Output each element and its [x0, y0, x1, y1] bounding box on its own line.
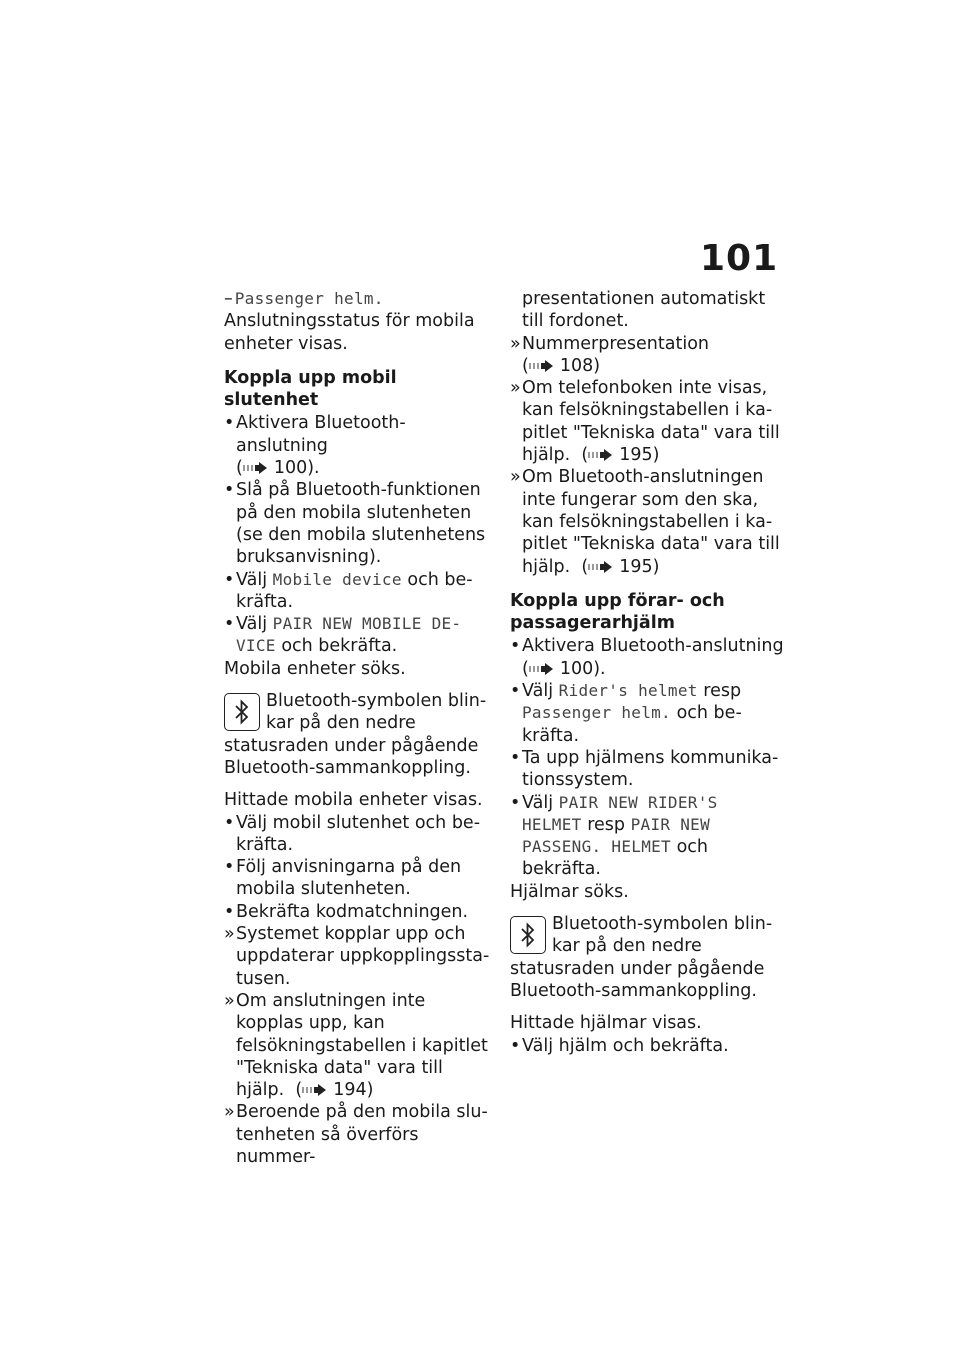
- result-bluetooth-malfunction: » Om Bluetooth-anslutningen inte fungerar som den ska, kan felsökningstabellen i kapitlet "Tekniska data" vara till hjälp. ( 195): [510, 467, 780, 577]
- menu-option-pair-new-riders-helmet: PAIR NEW RIDER'S HELMET: [522, 792, 718, 834]
- step-select-mobile-device: • Välj Mobile device och bekräfta.: [224, 569, 473, 612]
- menu-option-passenger-helm: Passenger helm.: [522, 703, 671, 723]
- menu-option-passenger-helm: Passenger helm.: [234, 289, 384, 308]
- result-number-transfer: » Beroende på den mobila slutenheten så överförs nummer-: [224, 1102, 488, 1167]
- step-select-helmet-type: • Välj Rider's helmet resp Passenger helm. och bekräfta.: [510, 681, 742, 746]
- left-column: [224, 288, 492, 1168]
- page-reference-arrow-icon: [529, 360, 555, 372]
- step-pair-new-helmet: • Välj PAIR NEW RIDER'S HELMET resp PAIR NEW PASSENG. HELMET och bekräfta.: [510, 792, 718, 880]
- bluetooth-icon: [224, 693, 260, 731]
- right-column: [510, 288, 785, 1057]
- bluetooth-icon: [510, 916, 546, 954]
- found-mobile-text: Hittade mobila enheter visas.: [224, 790, 483, 811]
- page-reference[interactable]: 108): [559, 355, 601, 376]
- page-reference[interactable]: 194): [333, 1080, 374, 1101]
- step-helmet-comm-system: • Ta upp hjälmens kommunikationssystem.: [510, 747, 779, 791]
- menu-option-pair-new-mobile-device: PAIR NEW MOBILE DE-VICE: [236, 614, 462, 656]
- found-helmets-text: Hittade hjälmar visas.: [510, 1013, 702, 1034]
- result-system-connects: » Systemet kopplar upp och uppdaterar uppkopplingsstatusen.: [224, 924, 490, 989]
- page-reference-arrow-icon: [243, 462, 269, 474]
- page-reference-arrow-icon: [588, 449, 614, 461]
- step-select-helmet-confirm: • Välj hjälm och bekräfta.: [510, 1035, 729, 1056]
- step-enable-bluetooth-device: • Slå på Bluetooth-funktionen på den mobila slutenheten (se den mobila slutenhetens bruksanvisning).: [224, 480, 486, 568]
- page-reference[interactable]: 100).: [559, 658, 606, 679]
- connection-status-text: Anslutningsstatus för mobila enheter visas.: [224, 311, 475, 354]
- step-activate-bluetooth: • Aktivera Bluetooth-anslutning ( 100).: [224, 413, 406, 479]
- step-follow-instructions: • Följ anvisningarna på den mobila slutenheten.: [224, 857, 462, 900]
- step-confirm-code: • Bekräfta kodmatchningen.: [224, 901, 469, 922]
- page-reference[interactable]: 100).: [273, 458, 320, 479]
- step-pair-new-mobile: • Välj PAIR NEW MOBILE DE-VICE och bekräfta.: [224, 614, 462, 657]
- result-connection-fails: » Om anslutningen inte kopplas upp, kan felsökningstabellen i kapitlet "Tekniska data" vara till hjälp. ( 194): [224, 990, 488, 1101]
- page-reference-arrow-icon: [529, 663, 555, 675]
- result-phonebook-missing: » Om telefonboken inte visas, kan felsökningstabellen i kapitlet "Tekniska data" vara till hjälp. ( 195): [510, 378, 780, 466]
- step-select-device-confirm: • Välj mobil slutenhet och bekräfta.: [224, 812, 481, 855]
- bluetooth-note-helmet: [510, 913, 785, 1002]
- passenger-helm-line: – Passenger helm.: [224, 289, 384, 309]
- menu-option-riders-helmet: Rider's helmet: [558, 681, 698, 701]
- page-reference[interactable]: 195): [619, 556, 660, 577]
- searching-helmets-text: Hjälmar söks.: [510, 881, 629, 902]
- page-reference-arrow-icon: [588, 561, 614, 573]
- menu-option-pair-new-passeng-helmet: PAIR NEW PASSENG. HELMET: [522, 814, 711, 857]
- result-number-transfer-cont: presentationen automatiskt till fordonet.: [522, 289, 766, 332]
- heading-mobile-device: Koppla upp mobil slutenhet: [224, 367, 397, 411]
- menu-option-mobile-device: Mobile device: [272, 569, 402, 589]
- page-reference-arrow-icon: [302, 1084, 328, 1096]
- bluetooth-note: [224, 690, 492, 779]
- result-caller-id: » Nummerpresentation ( 108): [510, 333, 710, 376]
- page-reference[interactable]: 195): [619, 445, 660, 466]
- page-number: 101: [700, 238, 779, 279]
- heading-helmets: Koppla upp förar- och passagerarhjälm: [510, 590, 725, 634]
- step-activate-bluetooth-helmet: • Aktivera Bluetooth-anslutning ( 100).: [510, 636, 784, 679]
- bluetooth-note-text: Bluetooth-symbolen blinkar på den nedre statusraden under pågående Bluetooth-sammankoppling.: [510, 914, 773, 1001]
- bluetooth-note-text: Bluetooth-symbolen blinkar på den nedre statusraden under pågående Bluetooth-sammankoppling.: [224, 691, 487, 778]
- searching-mobile-text: Mobila enheter söks.: [224, 658, 406, 679]
